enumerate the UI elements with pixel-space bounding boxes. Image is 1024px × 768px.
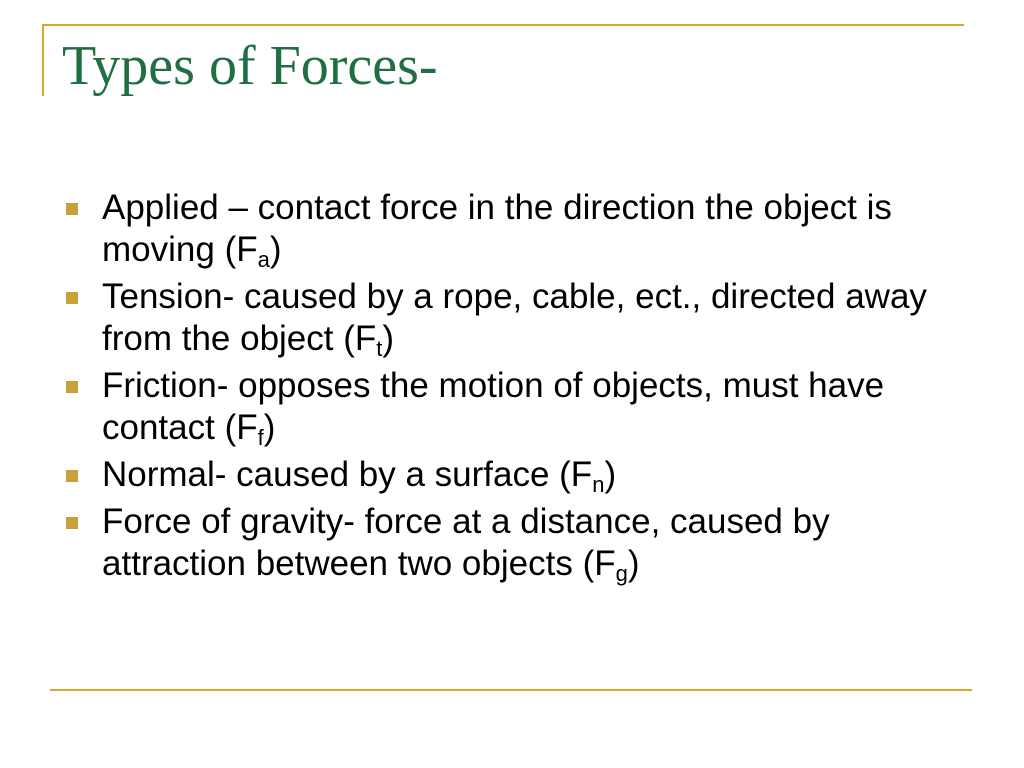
square-bullet-icon [66, 517, 78, 529]
force-symbol: $(F_n)$ [559, 455, 617, 497]
force-symbol-base: F [570, 455, 593, 494]
bullet-item-tension [66, 276, 966, 360]
square-bullet-icon [66, 292, 78, 304]
force-symbol-subscript: a [257, 247, 270, 272]
slide-title: Types of Forces- [62, 35, 438, 97]
square-bullet-icon [66, 381, 78, 393]
bullet-text: Force of gravity- force at a distance, caused by attraction between two objects [102, 502, 830, 583]
title-frame-left-line [42, 24, 44, 96]
bullet-item-friction [66, 365, 966, 449]
force-symbol-base: F [594, 544, 616, 583]
force-symbol-subscript: t [376, 336, 383, 361]
force-symbol-subscript: n [592, 472, 605, 497]
force-symbol-base: F [236, 230, 258, 269]
bullet-list [66, 187, 966, 590]
title-frame-top-line [42, 24, 964, 26]
footer-divider-line [50, 689, 972, 691]
square-bullet-icon [66, 470, 78, 482]
force-symbol: $(F_a)$ [224, 230, 282, 272]
force-symbol-subscript: f [257, 425, 264, 450]
bullet-text: Tension- caused by a rope, cable, ect., directed away from the object [102, 277, 927, 358]
bullet-item-applied [66, 187, 966, 271]
force-symbol: $(F_g)$ [582, 544, 640, 586]
bullet-text: Normal- caused by a surface [102, 455, 560, 494]
square-bullet-icon [66, 203, 78, 215]
force-symbol-base: F [354, 319, 377, 358]
force-symbol: $(F_f)$ [224, 408, 276, 450]
bullet-item-gravity [66, 501, 966, 585]
force-symbol-subscript: g [615, 561, 628, 586]
force-symbol-base: F [236, 408, 258, 447]
bullet-item-normal [66, 454, 966, 496]
bullet-text: Applied – contact force in the direction the object is moving [102, 188, 892, 269]
bullet-text: Friction- opposes the motion of objects, must have contact [102, 366, 885, 447]
force-symbol: $(F_t)$ [343, 319, 395, 361]
